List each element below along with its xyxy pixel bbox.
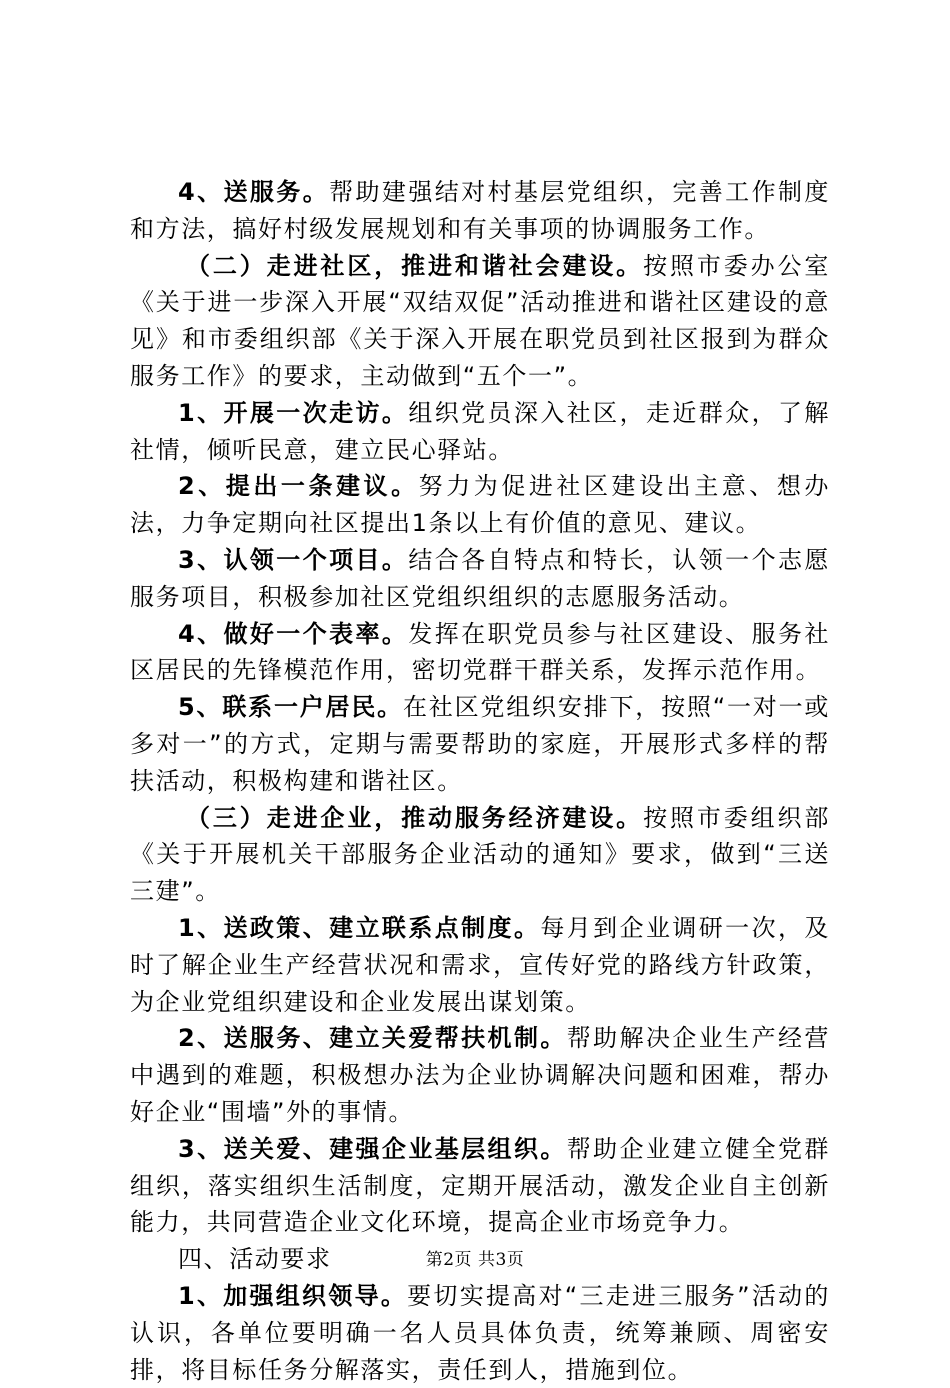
paragraph: 1、加强组织领导。要切实提高对“三走进三服务”活动的认识，各单位要明确一名人员具体负责，统筹兼顾、周密安排，将目标任务分解落实，责任到人，措施到位。: [130, 1281, 830, 1384]
section-paragraph: （二）走进社区，推进和谐社会建设。按照市委办公室《关于进一步深入开展“双结双促”活动推进和谐社区建设的意见》和市委组织部《关于深入开展在职党员到社区报到为群众服务工作》的要求，主动做到“五个一”。: [130, 251, 830, 390]
paragraph: 3、送关爱、建强企业基层组织。帮助企业建立健全党群组织，落实组织生活制度，定期开展活动，激发企业自主创新能力，共同营造企业文化环境，提高企业市场竞争力。: [130, 1134, 831, 1237]
paragraph: 1、开展一次走访。组织党员深入社区，走近群众，了解社情，倾听民意，建立民心驿站。: [130, 398, 830, 464]
paragraph: 3、认领一个项目。结合各自特点和特长，认领一个志愿服务项目，积极参加社区党组织组织的志愿服务活动。: [130, 545, 830, 611]
paragraph: 1、送政策、建立联系点制度。每月到企业调研一次，及时了解企业生产经营状况和需求，宣传好党的路线方针政策，为企业党组织建设和企业发展出谋划策。: [130, 913, 830, 1016]
paragraph: 4、做好一个表率。发挥在职党员参与社区建设、服务社区居民的先锋模范作用，密切党群干群关系，发挥示范作用。: [130, 619, 830, 685]
section-paragraph: （三）走进企业，推动服务经济建设。按照市委组织部《关于开展机关干部服务企业活动的通知》要求，做到“三送三建”。: [130, 803, 830, 906]
paragraph: 2、提出一条建议。努力为促进社区建设出主意、想办法，力争定期向社区提出1条以上有价值的意见、建议。: [130, 472, 830, 538]
section-heading: 四、活动要求: [178, 1245, 332, 1274]
document-body: [130, 174, 830, 1388]
paragraph: 2、送服务、建立关爱帮扶机制。帮助解决企业生产经营中遇到的难题，积极想办法为企业协调解决问题和困难，帮办好企业“围墙”外的事情。: [130, 1024, 831, 1126]
paragraph: 5、联系一户居民。在社区党组织安排下，按照“一对一或多对一”的方式，定期与需要帮助的家庭，开展形式多样的帮扶活动，积极构建和谐社区。: [130, 693, 830, 795]
paragraph: 4、送服务。帮助建强结对村基层党组织，完善工作制度和方法，搞好村级发展规划和有关事项的协调服务工作。: [130, 178, 830, 243]
page-footer: 第2页 共3页: [425, 1250, 525, 1270]
